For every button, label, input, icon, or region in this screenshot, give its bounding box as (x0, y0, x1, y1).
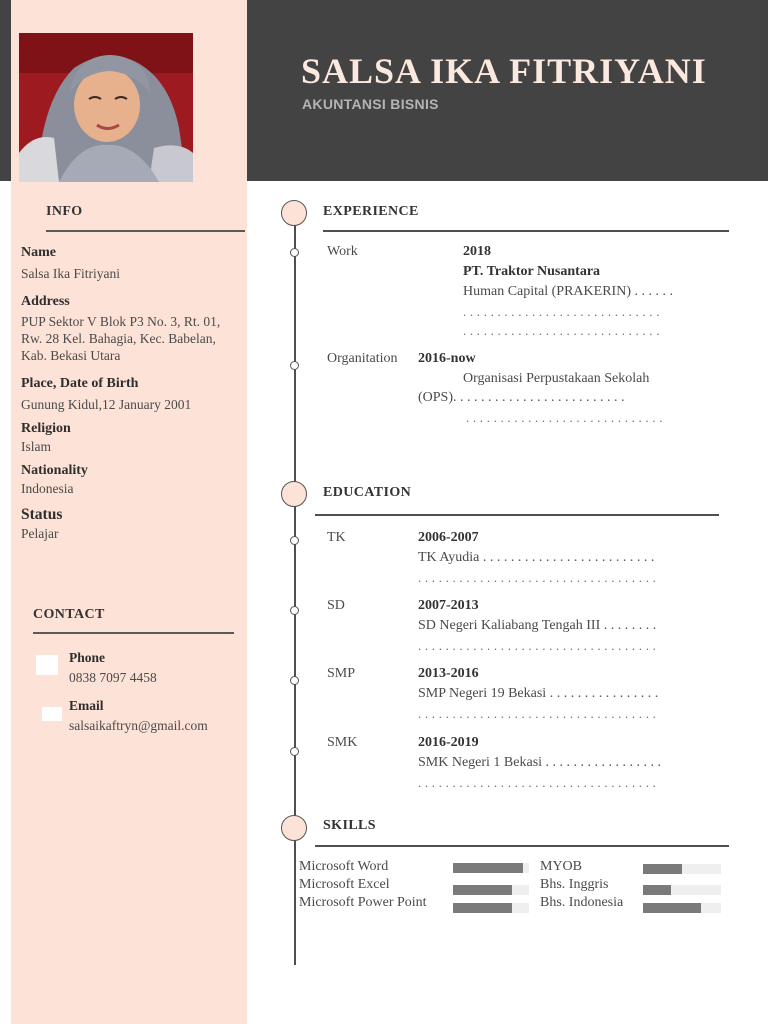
info-title: INFO (46, 204, 83, 219)
candidate-name: SALSA IKA FITRIYANI (301, 51, 707, 91)
skill-name: Microsoft Power Point (299, 895, 427, 910)
phone-icon (36, 655, 58, 675)
edu-level-sd: SD (327, 598, 345, 613)
birth-value: Gunung Kidul,12 January 2001 (21, 397, 192, 412)
work-company: PT. Traktor Nusantara (463, 264, 601, 279)
work-dot (290, 248, 299, 257)
birth-label: Place, Date of Birth (21, 376, 139, 391)
work-dots-2: . . . . . . . . . . . . . . . . . . . . . . . . . . . . . (463, 323, 660, 338)
profile-photo (19, 33, 193, 182)
skill-bar-track (643, 864, 721, 874)
skill-bar-fill (643, 903, 701, 913)
organitation-dots: . . . . . . . . . . . . . . . . . . . . . . . . . . . . . (466, 410, 663, 425)
religion-label: Religion (21, 421, 71, 436)
skill-bar-fill (453, 885, 512, 895)
contact-title: CONTACT (33, 607, 105, 622)
edu-school-smk: SMK Negeri 1 Bekasi . . . . . . . . . . . . . . . . . (418, 755, 662, 770)
skill-name: Bhs. Inggris (540, 877, 609, 892)
skill-bar-track (453, 885, 529, 895)
skill-name: Microsoft Excel (299, 877, 390, 892)
skill-bar-track (643, 885, 721, 895)
religion-value: Islam (21, 439, 51, 454)
header-left-strip (0, 0, 11, 181)
skill-bar-track (453, 903, 529, 913)
nationality-value: Indonesia (21, 481, 74, 496)
skill-bar-track (453, 863, 529, 873)
name-value: Salsa Ika Fitriyani (21, 266, 120, 281)
skill-bar-fill (643, 885, 671, 895)
skill-bar-track (643, 903, 721, 913)
edu-school-tk: TK Ayudia . . . . . . . . . . . . . . . . . . . . . . . . . (418, 550, 655, 565)
edu-school-smp: SMP Negeri 19 Bekasi . . . . . . . . . . . . . . . . (418, 686, 659, 701)
edu-years-sd: 2007-2013 (418, 598, 479, 613)
edu-years-smp: 2013-2016 (418, 666, 479, 681)
email-value: salsaikaftryn@gmail.com (69, 718, 208, 733)
address-line-3: Kab. Bekasi Utara (21, 348, 121, 363)
phone-value: 0838 7097 4458 (69, 670, 157, 685)
edu-dots-sd: . . . . . . . . . . . . . . . . . . . . . . . . . . . . . . . . . . . (418, 638, 657, 653)
organitation-dot (290, 361, 299, 370)
organitation-abbr: (OPS). . . . . . . . . . . . . . . . . . . . . . . . . (418, 390, 625, 405)
address-label: Address (21, 294, 70, 309)
timeline-line (294, 225, 296, 965)
experience-marker-dot (281, 200, 307, 226)
nationality-label: Nationality (21, 463, 88, 478)
skill-name: MYOB (540, 859, 583, 874)
skills-marker-dot (281, 815, 307, 841)
organitation-name: Organisasi Perpustakaan Sekolah (463, 371, 650, 386)
email-label: Email (69, 698, 104, 713)
info-divider (46, 230, 245, 232)
candidate-role: AKUNTANSI BISNIS (302, 96, 439, 112)
skill-bar-fill (453, 903, 512, 913)
skill-bar-fill (643, 864, 682, 874)
edu-dots-tk: . . . . . . . . . . . . . . . . . . . . . . . . . . . . . . . . . . . (418, 570, 657, 585)
skills-divider (315, 845, 729, 847)
organitation-year: 2016-now (418, 351, 476, 366)
address-line-1: PUP Sektor V Blok P3 No. 3, Rt. 01, (21, 314, 221, 329)
status-label: Status (21, 506, 63, 523)
work-role: Human Capital (PRAKERIN) . . . . . . (463, 284, 673, 299)
skills-title: SKILLS (323, 818, 376, 833)
edu-dot-sd (290, 606, 299, 615)
edu-years-tk: 2006-2007 (418, 530, 479, 545)
contact-divider (33, 632, 234, 634)
education-divider (315, 514, 719, 516)
name-label: Name (21, 245, 56, 260)
skill-name: Bhs. Indonesia (540, 895, 624, 910)
edu-dots-smk: . . . . . . . . . . . . . . . . . . . . . . . . . . . . . . . . . . . (418, 775, 657, 790)
phone-label: Phone (69, 650, 106, 665)
edu-school-sd: SD Negeri Kaliabang Tengah III . . . . . . . . (418, 618, 657, 633)
edu-level-smk: SMK (327, 735, 358, 750)
education-marker-dot (281, 481, 307, 507)
work-dots-1: . . . . . . . . . . . . . . . . . . . . . . . . . . . . . (463, 304, 660, 319)
address-line-2: Rw. 28 Kel. Bahagia, Kec. Babelan, (21, 331, 216, 346)
edu-level-smp: SMP (327, 666, 356, 681)
profile-photo-illustration (19, 33, 193, 182)
email-icon (42, 707, 62, 721)
skill-name: Microsoft Word (299, 859, 389, 874)
edu-level-tk: TK (327, 530, 346, 545)
edu-dots-smp: . . . . . . . . . . . . . . . . . . . . . . . . . . . . . . . . . . . (418, 706, 657, 721)
education-title: EDUCATION (323, 485, 412, 500)
experience-title: EXPERIENCE (323, 204, 419, 219)
edu-years-smk: 2016-2019 (418, 735, 479, 750)
edu-dot-smp (290, 676, 299, 685)
status-value: Pelajar (21, 526, 59, 541)
experience-divider (323, 230, 729, 232)
edu-dot-smk (290, 747, 299, 756)
organitation-label: Organitation (327, 351, 398, 366)
work-label: Work (327, 244, 358, 259)
edu-dot-tk (290, 536, 299, 545)
work-year: 2018 (463, 244, 491, 259)
skill-bar-fill (453, 863, 523, 873)
